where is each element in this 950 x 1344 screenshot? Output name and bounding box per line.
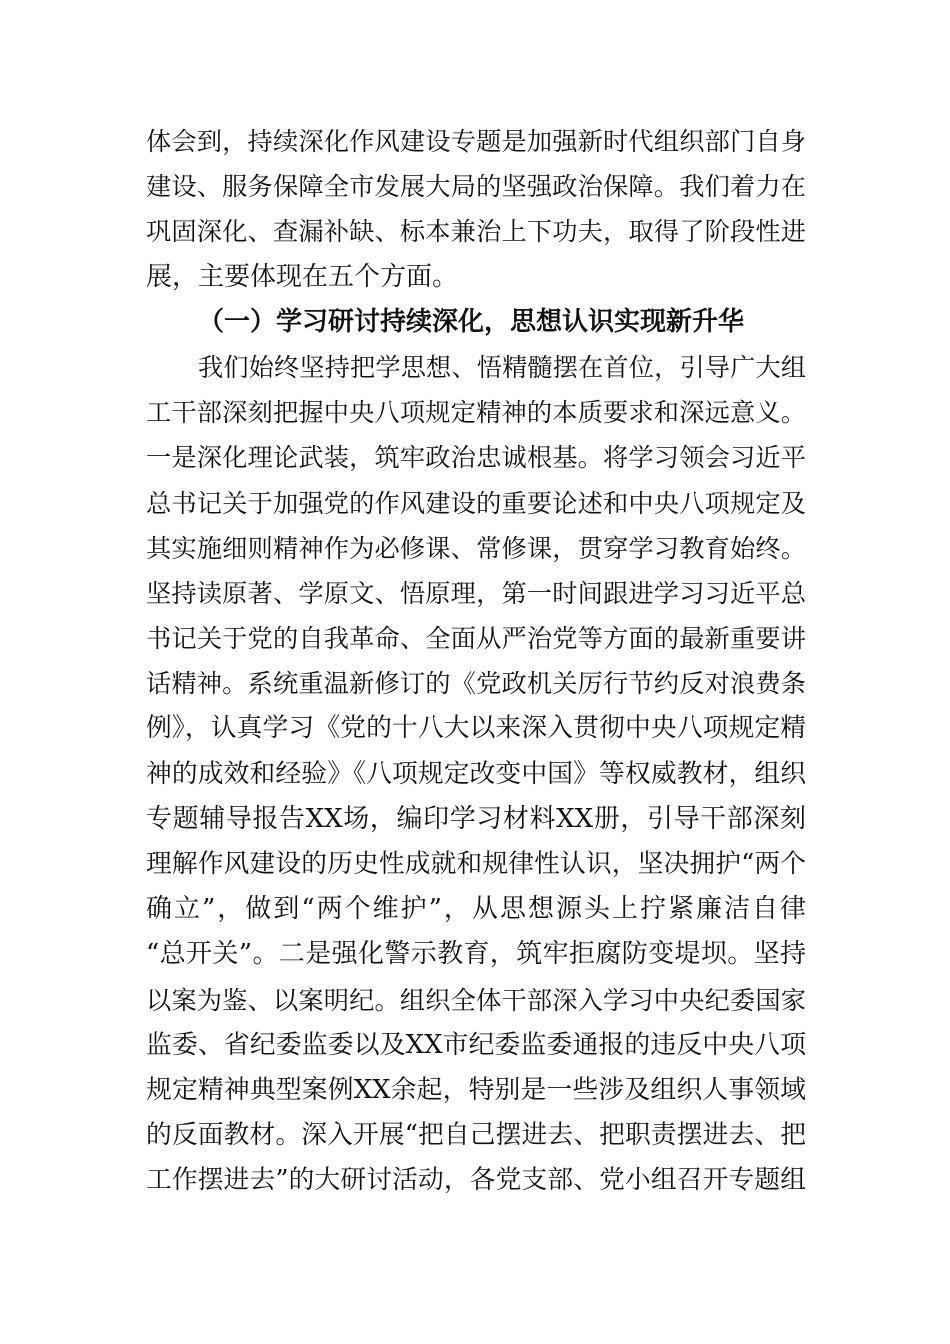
text-line: 体会到，持续深化作风建设专题是加强新时代组织部门自身 — [146, 127, 806, 156]
section-heading: （一）学习研讨持续深化，思想认识实现新升华 — [198, 306, 745, 337]
text-line: 巩固深化、查漏补缺、标本兼治上下功夫，取得了阶段性进 — [146, 217, 806, 247]
paragraph-first-line: 我们始终坚持把学思想、悟精髓摆在首位，引导广大组 — [198, 352, 806, 382]
text-line: 的反面教材。深入开展“把自己摆进去、把职责摆进去、把 — [146, 1120, 806, 1151]
text-line: 神的成效和经验》《八项规定改变中国》等权威教材，组织 — [146, 758, 806, 789]
text-line: 坚持读原著、学原文、悟原理，第一时间跟进学习习近平总 — [146, 578, 806, 608]
text-line: 以案为鉴、以案明纪。组织全体干部深入学习中央纪委国家 — [146, 985, 806, 1015]
text-line: 总书记关于加强党的作风建设的重要论述和中央八项规定及 — [146, 488, 806, 518]
text-line: 书记关于党的自我革命、全面从严治党等方面的最新重要讲 — [146, 624, 806, 654]
text-line: 建设、服务保障全市发展大局的坚强政治保障。我们着力在 — [146, 172, 806, 202]
text-line: 工作摆进去”的大研讨活动，各党支部、党小组召开专题组 — [146, 1165, 806, 1196]
text-line: 其实施细则精神作为必修课、常修课，贯穿学习教育始终。 — [146, 533, 806, 563]
text-line: 一是深化理论武装，筑牢政治忠诚根基。将学习领会习近平 — [146, 443, 806, 473]
text-line: 话精神。系统重温新修订的《党政机关厉行节约反对浪费条 — [146, 669, 806, 699]
text-line: 工干部深刻把握中央八项规定精神的本质要求和深远意义。 — [146, 398, 806, 428]
text-line: 理解作风建设的历史性成就和规律性认识，坚决拥护“两个 — [146, 849, 806, 879]
text-line: 专题辅导报告XX场，编印学习材料XX册，引导干部深刻 — [146, 803, 806, 834]
text-line: 规定精神典型案例XX余起，特别是一些涉及组织人事领域 — [146, 1074, 806, 1105]
text-line: “总开关”。二是强化警示教育，筑牢拒腐防变堤坝。坚持 — [146, 939, 806, 970]
text-line: 展，主要体现在五个方面。 — [146, 261, 459, 292]
body-text — [146, 119, 806, 1204]
text-line: 例》，认真学习《党的十八大以来深入贯彻中央八项规定精 — [146, 713, 806, 744]
text-line: 确立”，做到“两个维护”，从思想源头上拧紧廉洁自律 — [146, 894, 806, 925]
text-line: 监委、省纪委监委以及XX市纪委监委通报的违反中央八项 — [146, 1029, 806, 1060]
